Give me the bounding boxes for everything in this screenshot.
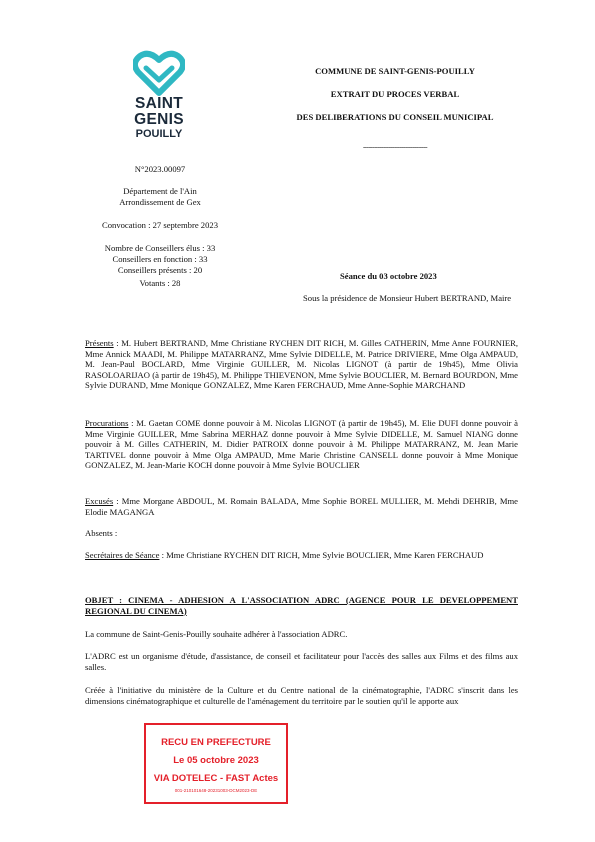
excuses-paragraph <box>85 496 518 517</box>
absents-label: Absents : <box>85 528 118 538</box>
paragraph-3: Créée à l'initiative du ministère de la Culture et du Centre national de la cinématographie, l'ADRC s'inscrit dans les dimensions cinématographique et culturelle de l'aménagement du territoire par le soutien qu'il le apporte aux <box>85 685 518 706</box>
deliberations-title: DES DELIBERATIONS DU CONSEIL MUNICIPAL <box>296 112 494 122</box>
stamp-line-2: Le 05 octobre 2023 <box>173 755 259 766</box>
commune-title: COMMUNE DE SAINT-GENIS-POUILLY <box>315 66 475 76</box>
extract-title: EXTRAIT DU PROCES VERBAL <box>330 89 460 99</box>
paragraph-1: La commune de Saint-Genis-Pouilly souhaite adhérer à l'association ADRC. <box>85 629 348 639</box>
deliberation-number: N°2023.00097 <box>134 164 186 174</box>
seance-date: Séance du 03 octobre 2023 <box>340 271 437 281</box>
stamp-line-3: VIA DOTELEC - FAST Actes <box>153 773 279 784</box>
logo-line-3: POUILLY <box>135 128 183 140</box>
prefecture-stamp <box>144 723 288 804</box>
stamp-line-1: RECU EN PREFECTURE <box>161 737 271 748</box>
conseillers-presents: Conseillers présents : 20 <box>117 265 203 275</box>
logo-line-1: SAINT <box>135 95 183 112</box>
excuses-label: Excusés <box>85 496 114 506</box>
excuses-list: : Mme Morgane ABDOUL, M. Romain BALADA, Mme Sophie BOREL MULLIER, M. Mehdi DEHRIB, Mme Elodie MAGANGA <box>85 496 518 517</box>
absents-line <box>85 528 518 539</box>
header-divider: ----------------------------------- <box>362 143 428 151</box>
objet-label: OBJET <box>85 595 114 605</box>
conseillers-elus: Nombre de Conseillers élus : 33 <box>104 243 216 253</box>
heart-logo-icon <box>133 50 185 96</box>
procurations-label: Procurations <box>85 418 129 428</box>
procurations-paragraph <box>85 418 518 471</box>
seance-presidence: Sous la présidence de Monsieur Hubert BERTRAND, Maire <box>303 293 512 303</box>
paragraph-2: L'ADRC est un organisme d'étude, d'assistance, de conseil et facilitateur pour l'accès des salles aux Films et des films aux salles. <box>85 651 518 672</box>
secretaires-label: Secrétaires de Séance <box>85 550 160 560</box>
convocation-date: Convocation : 27 septembre 2023 <box>102 220 218 230</box>
presents-label: Présents <box>85 338 114 348</box>
department: Département de l'Ain <box>123 186 197 196</box>
commune-logo <box>128 50 190 140</box>
stamp-line-4: 001-210101648-20231003-DCM2023-DE <box>174 788 258 793</box>
secretaires-list: : Mme Christiane RYCHEN DIT RICH, Mme Sylvie BOUCLIER, Mme Karen FERCHAUD <box>159 550 484 560</box>
votants: Votants : 28 <box>139 278 181 288</box>
logo-line-2: GENIS <box>134 111 184 128</box>
objet-paragraph <box>85 595 518 616</box>
presents-paragraph <box>85 338 518 391</box>
conseillers-fonction: Conseillers en fonction : 33 <box>112 254 208 264</box>
secretaires-paragraph <box>85 550 518 561</box>
procurations-list: : M. Gaetan COME donne pouvoir à M. Nicolas LIGNOT (à partir de 19h45), M. Elie DUFI donne pouvoir à Mme Virginie GUILLER, Mme Sabrina MERHAZ donne pouvoir à Mme Sylvie DIDELLE, M. Samuel NIANG donne pouvoir à M. Gilles CATHERIN, M. Didier PATROIX donne pouvoir à M. Philippe MATARRANZ, M. Jean Marie TARTIVEL donne pouvoir à Mme Olga AMPAUD, Mme Marie Christine CANSELL donne pouvoir à Mme Monique GONZALEZ, M. Jean-Marie KOCH donne pouvoir à Mme Sylvie BOUCLIER <box>85 418 518 471</box>
objet-text: : CINEMA - ADHESION A L'ASSOCIATION ADRC (AGENCE POUR LE DEVELOPPEMENT REGIONAL DU CINEMA) <box>85 595 518 616</box>
arrondissement: Arrondissement de Gex <box>119 197 201 207</box>
presents-list: : M. Hubert BERTRAND, Mme Christiane RYCHEN DIT RICH, M. Gilles CATHERIN, Mme Anne FOURNIER, Mme Annick MAADI, M. Philippe MATARRANZ, Mme Sylvie DIDELLE, M. Patrice DRIVIERE, Mme Olga AMPAUD, M. Jean-Paul BOCLARD, Mme Virginie GUILLER, M. Nicolas LIGNOT (à partir de 19h45), Mme Olivia RASOLOARIJAO (à partir de 19h45), M. Philippe THIEVENON, Mme Sylvie BOUCLIER, M. Bernard BOURDON, Mme Sylvie DURAND, Mme Monique GONZALEZ, Mme Karen FERCHAUD, Mme Anne-Sophie MARCHAND <box>85 338 518 391</box>
